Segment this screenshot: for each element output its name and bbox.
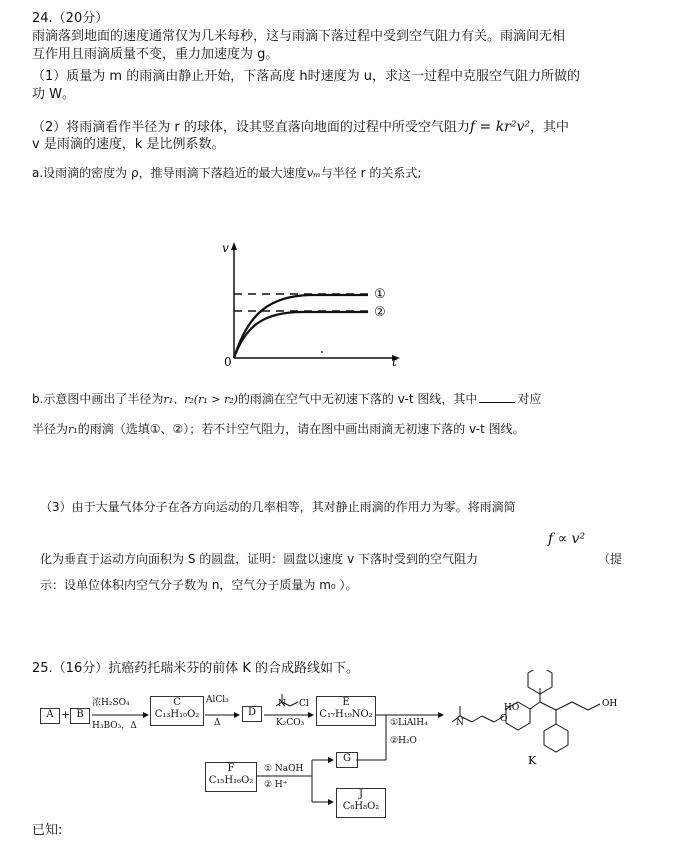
- compound-G: G: [336, 752, 358, 768]
- q24-part2-line2: v 是雨滴的速度，k 是比例系数。: [32, 137, 225, 152]
- branch-to-G-head: [328, 757, 334, 763]
- reagent-1-top: 浓H₂SO₄: [92, 698, 130, 708]
- q24-part2-text: （2）将雨滴看作半径为 r 的球体，设其竖直落向地面的过程中所受空气阻力: [32, 120, 470, 135]
- q24-part-b-text-end: 对应: [517, 392, 542, 406]
- q24-part-b-text2-end: 的雨滴（选填①、②）；若不计空气阻力，请在图中画出雨滴无初速下落的 v-t 图线。: [77, 422, 525, 436]
- q24-intro-line1: 雨滴落到地面的速度通常仅为几米每秒，这与雨滴下落过程中受到空气阻力有关。雨滴间无相: [32, 29, 566, 44]
- vm-symbol: vₘ: [306, 166, 321, 180]
- q24-intro-line2: 互作用且雨滴质量不变，重力加速度为 g。: [32, 47, 279, 62]
- q24-header: 24.（20分）: [32, 11, 109, 26]
- reagent-1-bottom: H₃BO₃，Δ: [92, 721, 137, 731]
- plus-sign: +: [61, 708, 71, 721]
- compound-F-formula: C₁₅H₁₆O₂: [208, 775, 254, 786]
- q24-part-b-line2: [32, 420, 525, 439]
- proportional-formula: f ∝ v²: [548, 531, 586, 547]
- q25-header: 25.（16分）抗癌药托瑞米芬的前体 K 的合成路线如下。: [32, 661, 360, 676]
- q24-part1-line2: 功 W。: [32, 87, 75, 102]
- compound-K-structure: [452, 670, 600, 752]
- K-O-label: O: [500, 714, 508, 724]
- compound-B: B: [70, 708, 90, 724]
- arrow-3-head: [308, 712, 314, 718]
- compound-J-formula: C₈H₈O₂: [342, 801, 380, 812]
- compound-K-label: K: [528, 754, 537, 767]
- r1-symbol: r₁: [68, 423, 78, 436]
- q24-part-b-line1: [32, 390, 541, 409]
- K-OH-label: OH: [602, 699, 618, 709]
- branch-to-J-head: [328, 799, 334, 805]
- reagent-5a: ① NaOH: [264, 764, 304, 774]
- reagent-3-bottom: K₂CO₃: [276, 718, 305, 728]
- origin-label: 0: [224, 355, 232, 368]
- arrow-1-head: [143, 712, 149, 718]
- K-N-label: N: [456, 718, 464, 728]
- q24-part-b-text-mid: 的雨滴在空气中无初速下落的 v-t 图线，其中: [237, 392, 478, 406]
- reagent-5b: ② H⁺: [264, 780, 288, 790]
- synthesis-scheme: [0, 670, 692, 840]
- reagent-Cl-label: Cl: [299, 699, 309, 709]
- q24-part3-hint: （提: [598, 552, 623, 566]
- q24-part-b-text: b.示意图中画出了半径为: [32, 392, 164, 406]
- q24-part3-line2: 化为垂直于运动方向面积为 S 的圆盘，证明：圆盘以速度 v 下落时受到的空气阻力: [40, 552, 478, 566]
- compound-J-label: J: [358, 789, 363, 800]
- q24-part-b-text2: 半径为: [32, 422, 69, 436]
- compound-E-label: E: [342, 697, 350, 708]
- q24-part-a-text: a.设雨滴的密度为 ρ，推导雨滴下落趋近的最大速度: [32, 166, 307, 180]
- known-label: 已知:: [32, 823, 63, 838]
- compound-C-formula: C₁₃H₁₀O₂: [154, 709, 200, 720]
- reagent-2-top: AlCl₃: [206, 695, 229, 705]
- q24-part2-text-end: ，其中: [530, 120, 570, 135]
- q24-part2-line1: [32, 118, 569, 137]
- compound-F-label: F: [227, 763, 235, 774]
- arrow-4-head: [438, 712, 444, 718]
- q24-part3-line1: （3）由于大量气体分子在各方向运动的几率相等，其对静止雨滴的作用力为零。将雨滴简: [40, 500, 516, 514]
- v-axis-arrow: [231, 242, 237, 250]
- drag-formula: f = kr²v²: [469, 119, 531, 135]
- tick-mark: [321, 351, 323, 353]
- radius-symbols: r₁、r₂(r₁ > r₂): [163, 393, 238, 406]
- vt-graph: [210, 238, 410, 368]
- reagent-4b: ②H₂O: [390, 736, 417, 746]
- v-axis-label: v: [222, 241, 229, 255]
- compound-A: A: [40, 708, 60, 724]
- answer-blank[interactable]: [479, 402, 515, 403]
- q24-part-a-text-end: 与半径 r 的关系式;: [320, 166, 422, 180]
- arrow-2-head: [234, 712, 240, 718]
- reagent-N-label: N: [278, 699, 286, 709]
- compound-E-formula: C₁₇H₁₉NO₂: [319, 709, 373, 720]
- q24-part1-line1: （1）质量为 m 的雨滴由静止开始，下落高度 h时速度为 u，求这一过程中克服空气阻力所做的: [32, 69, 580, 84]
- q24-part3-line3: 示：设单位体积内空气分子数为 n，空气分子质量为 m₀ ）。: [40, 578, 358, 592]
- K-HO-label: HO: [504, 703, 520, 713]
- compound-C-label: C: [173, 697, 181, 708]
- dimethylaminoethyl-chloride: [276, 694, 309, 709]
- curve-1-label: ①: [374, 287, 386, 302]
- reagent-4a: ①LiAlH₄: [390, 718, 428, 728]
- curve-2-label: ②: [374, 305, 386, 320]
- q24-part-a: [32, 164, 421, 182]
- compound-D: D: [242, 706, 262, 722]
- reagent-2-bottom: Δ: [214, 718, 221, 728]
- t-axis-label: t: [392, 355, 397, 368]
